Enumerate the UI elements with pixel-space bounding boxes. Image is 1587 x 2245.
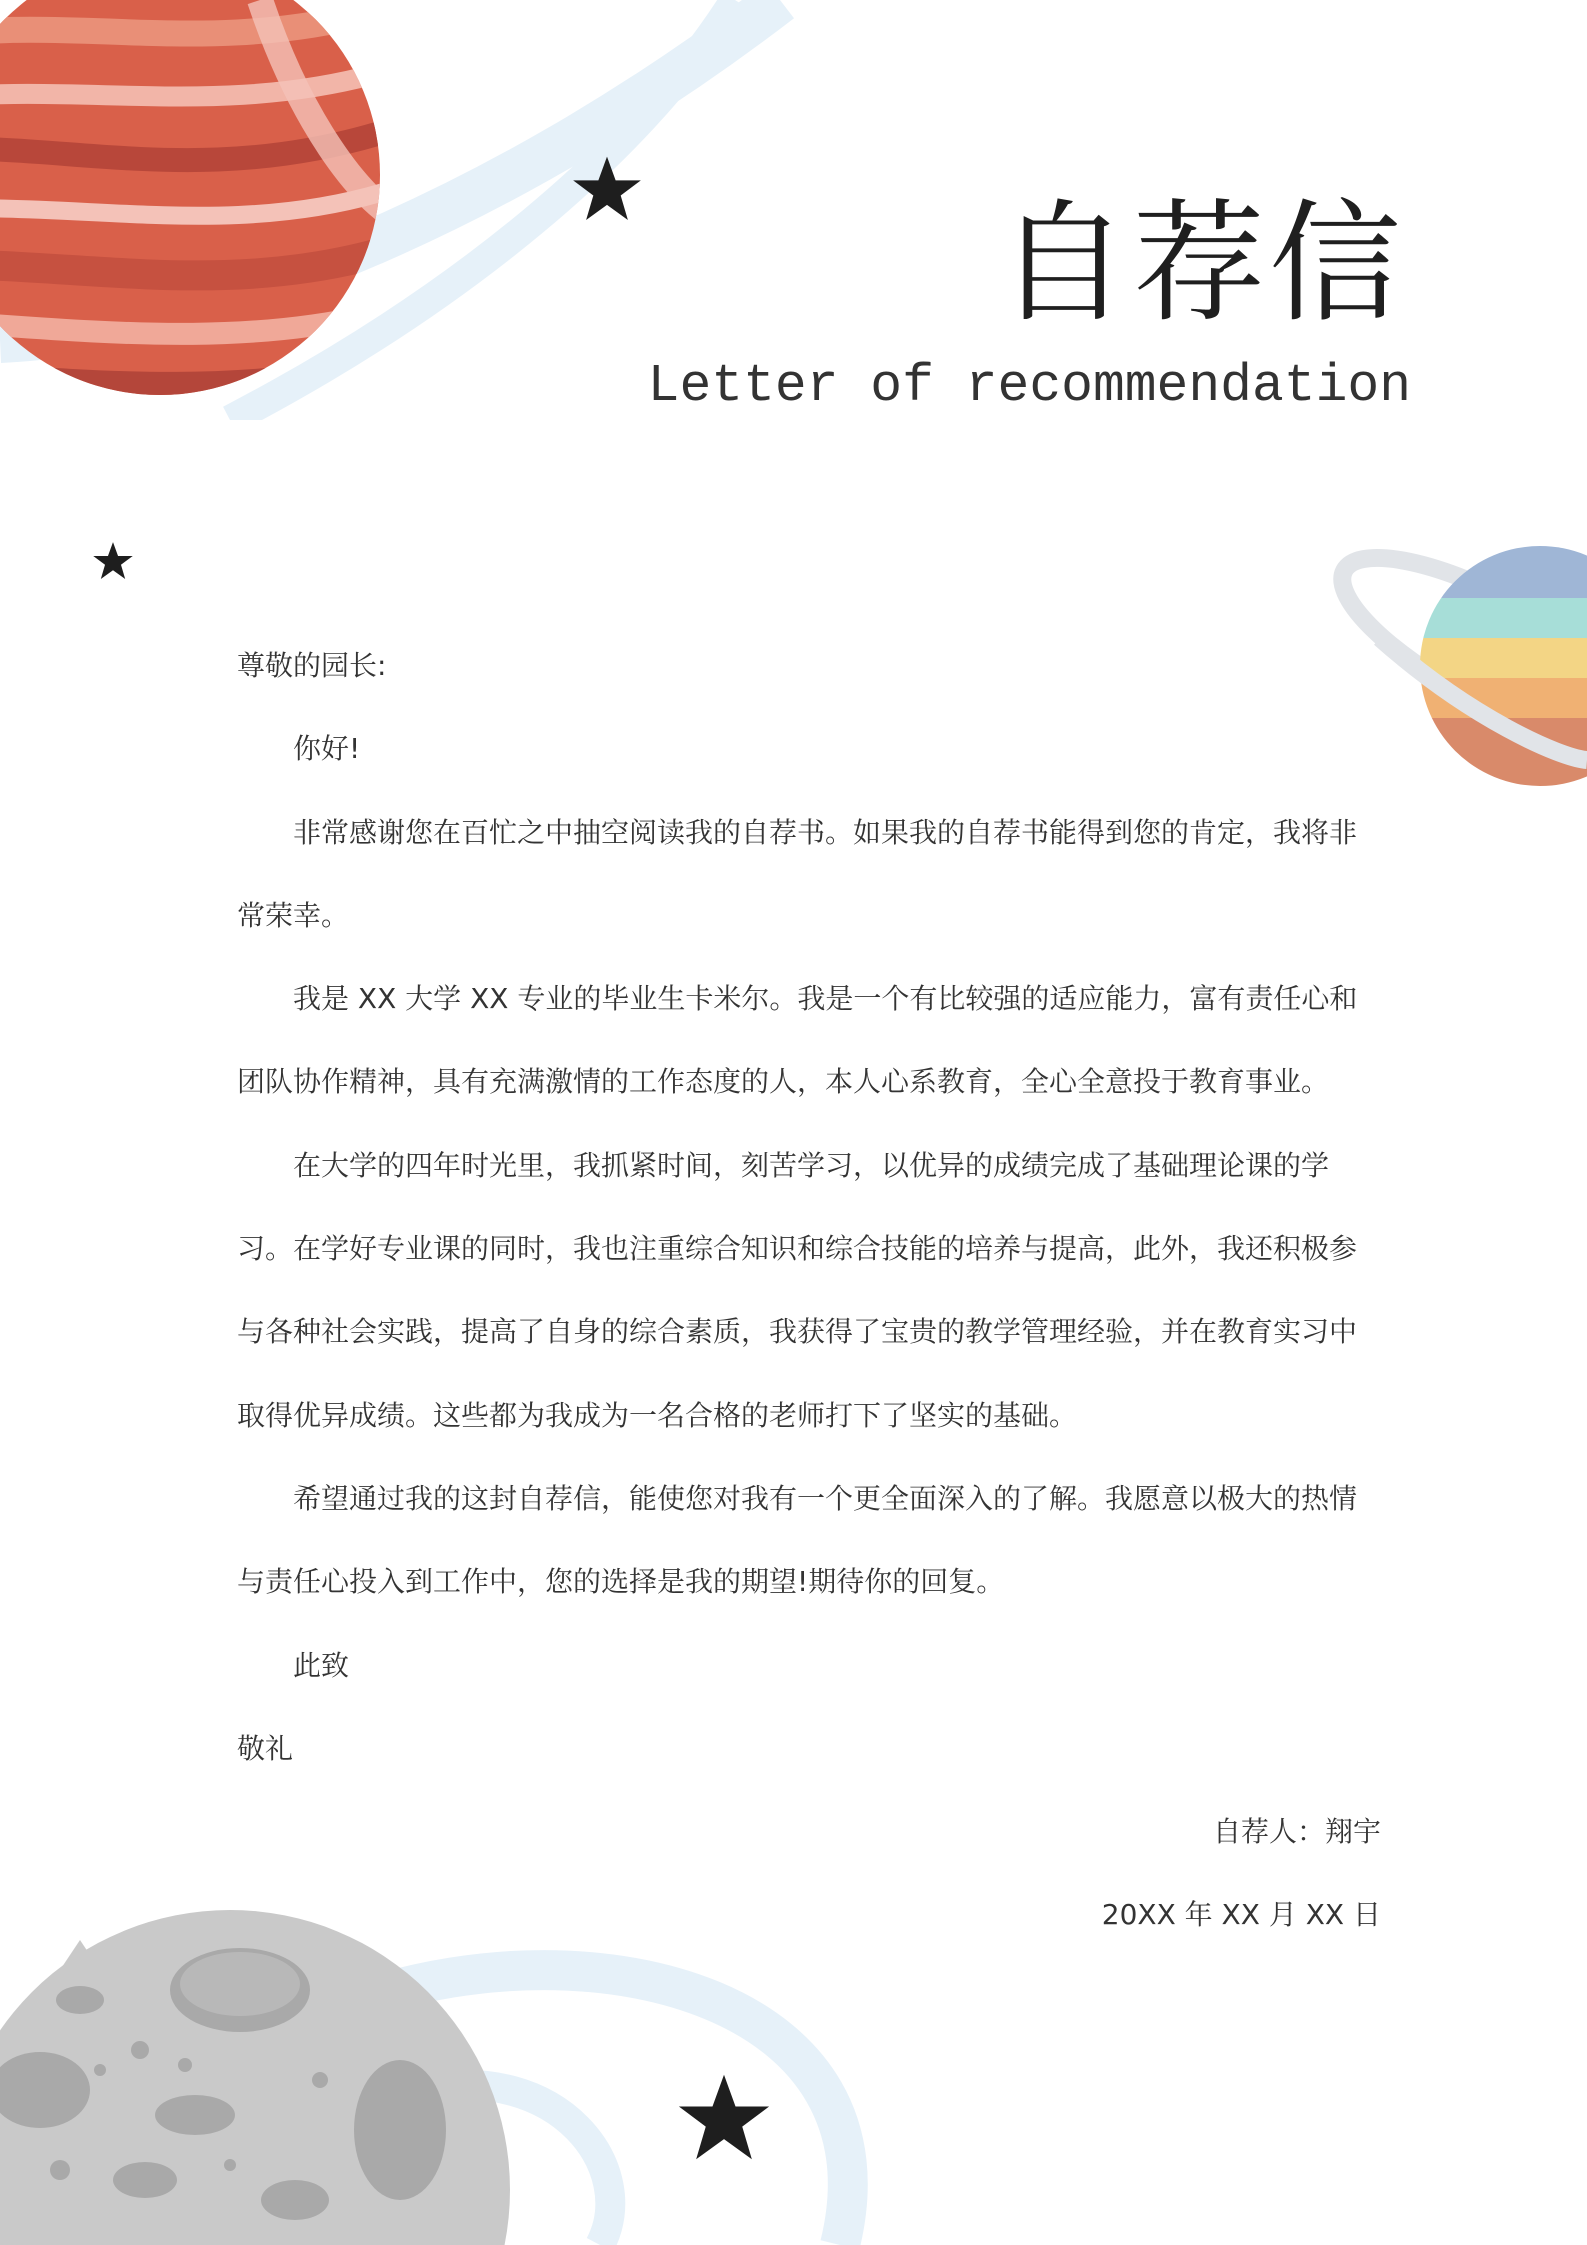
date: 20XX 年 XX 月 XX 日 [1101,1898,1381,1932]
page-subtitle: Letter of recommendation [647,356,1411,416]
page-title: 自荐信 [997,187,1405,341]
signature: 自荐人：翔宇 [1212,1815,1381,1849]
star-icon [676,2070,772,2166]
salutation: 尊敬的园长: [237,649,387,682]
star-icon [571,153,643,225]
letter-body [237,624,1381,1957]
paragraph: 希望通过我的这封自荐信，能使您对我有一个更全面深入的了解。我愿意以极大的热情与责任心投入到工作中，您的选择是我的期望!期待你的回复。 [237,1481,1358,1599]
paragraph: 非常感谢您在百忙之中抽空阅读我的自荐书。如果我的自荐书能得到您的肯定，我将非常荣幸。 [237,815,1358,932]
paragraph: 我是 XX 大学 XX 专业的毕业生卡米尔。我是一个有比较强的适应能力，富有责任心和团队协作精神，具有充满激情的工作态度的人，本人心系教育，全心全意投于教育事业。 [237,982,1358,1099]
greeting: 你好! [293,732,361,766]
closing-line: 此致 [293,1648,350,1682]
closing-regards: 敬礼 [237,1731,294,1765]
star-icon [92,540,134,582]
paragraph: 在大学的四年时光里，我抓紧时间，刻苦学习，以优异的成绩完成了基础理论课的学习。在学好专业课的同时，我也注重综合知识和综合技能的培养与提高，此外，我还积极参与各种社会实践，提高了自身的综合素质，我获得了宝贵的教学管理经验，并在教育实习中取得优异成绩。这些都为我成为一名合格的老师打下了坚实的基础。 [237,1148,1358,1432]
